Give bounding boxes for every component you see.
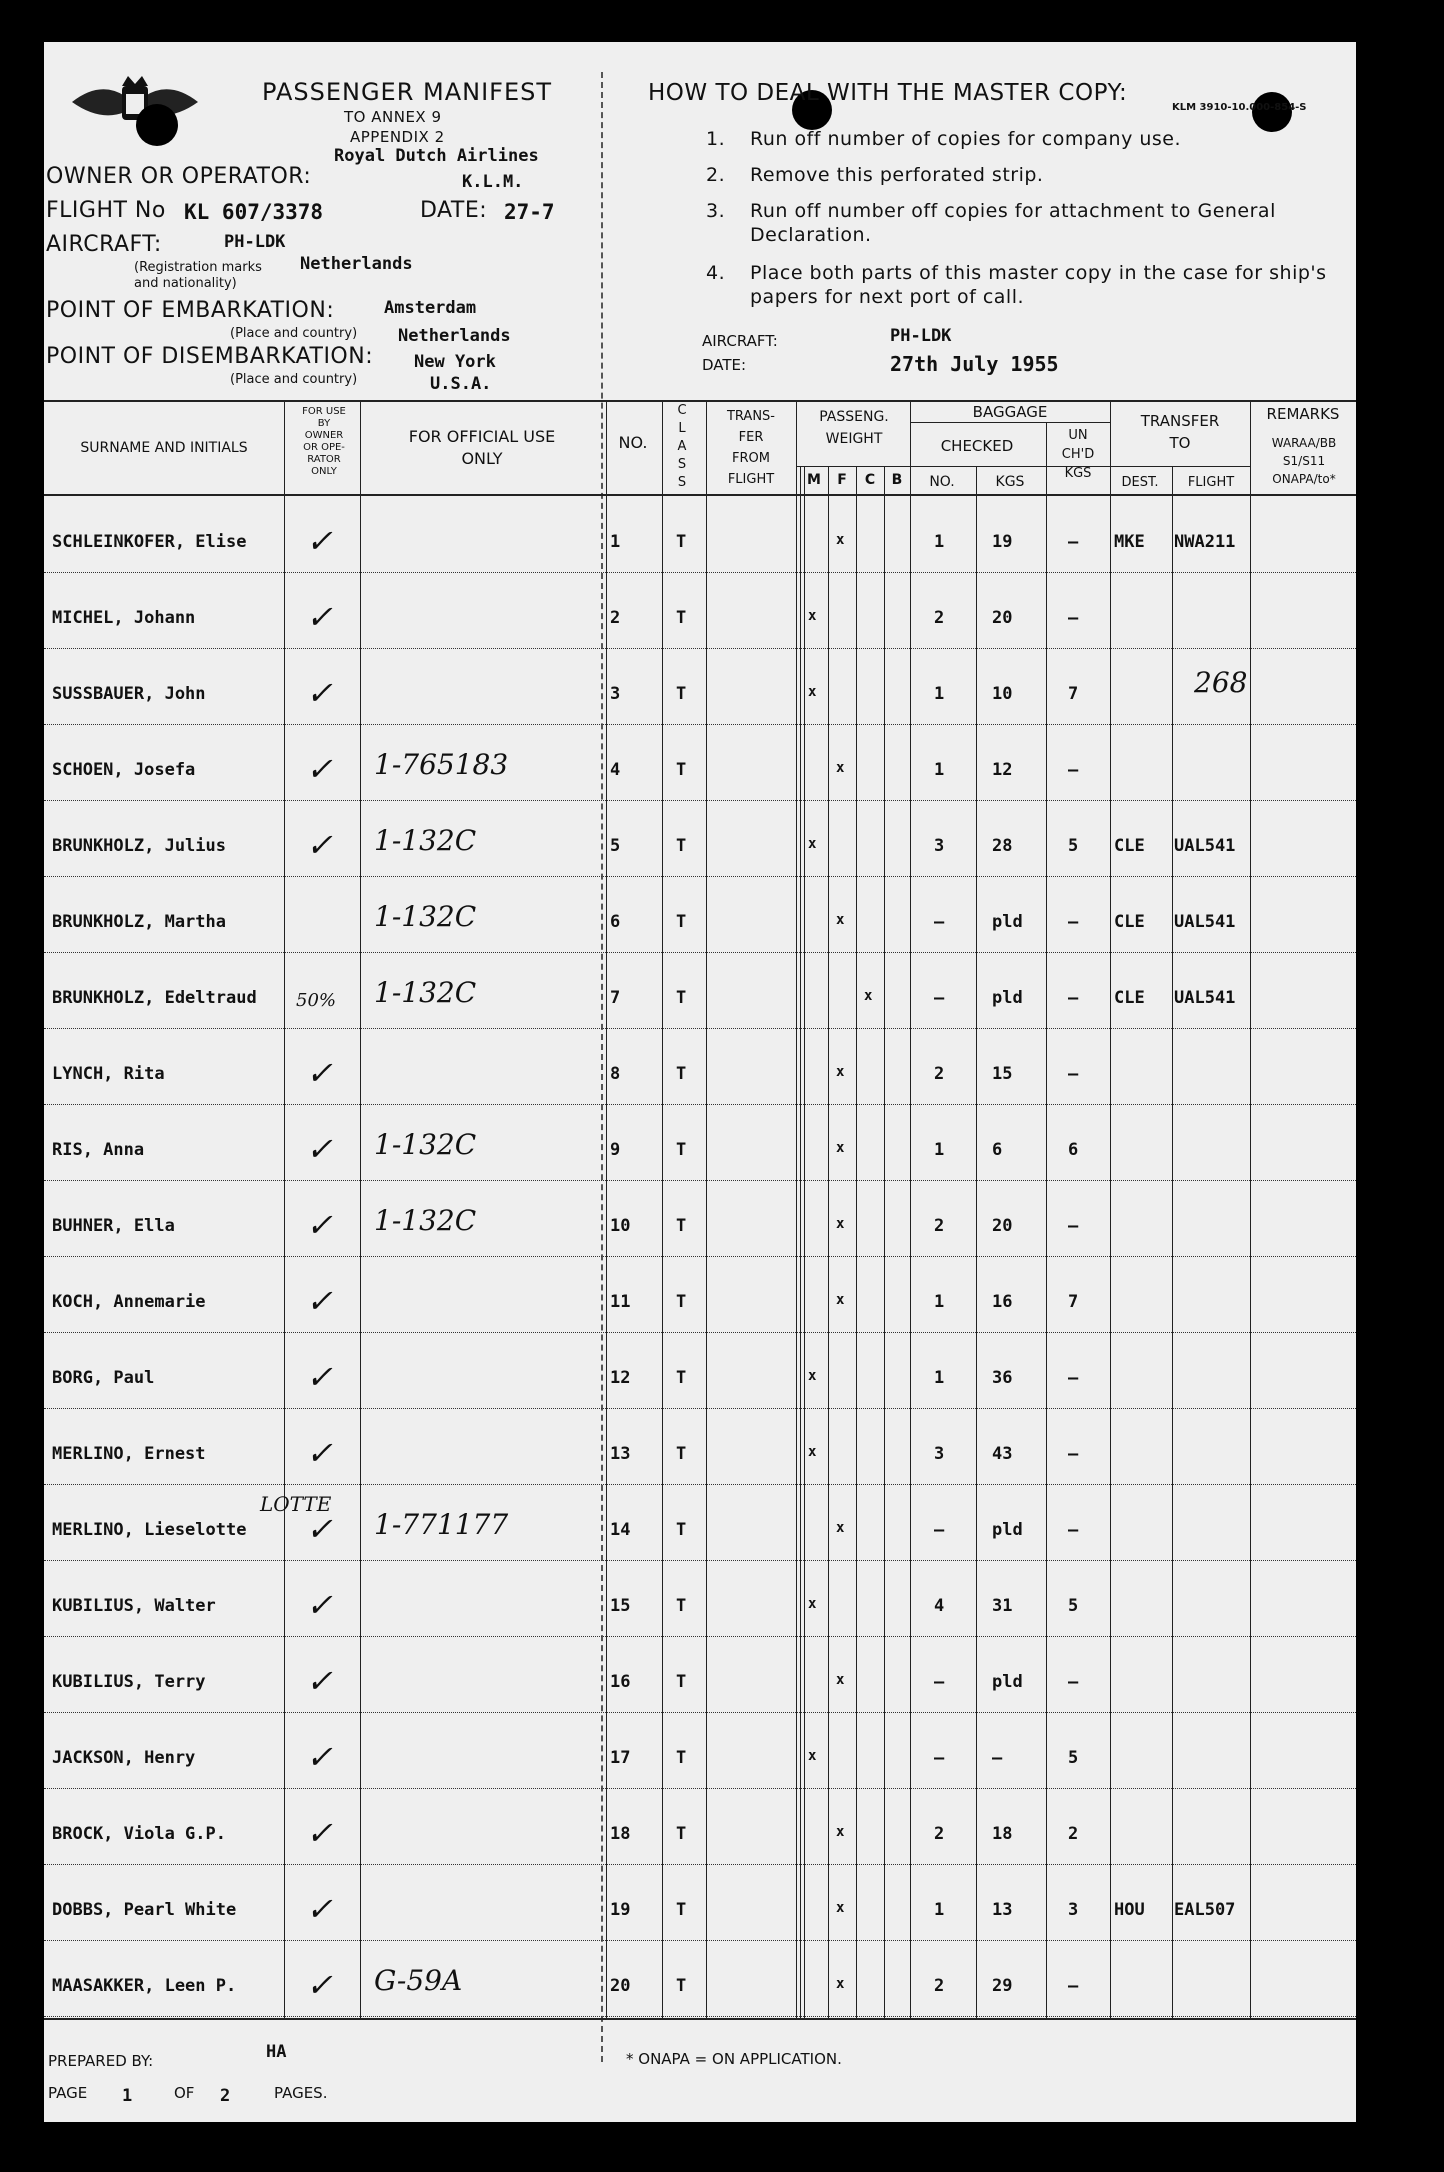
baggage-count: 2 — [934, 1064, 945, 1084]
owner-check-mark: ✓ — [306, 598, 333, 636]
owner-check-mark: ✓ — [306, 1054, 333, 1092]
official-ticket-number: 1-132C — [374, 900, 477, 933]
baggage-kgs: 16 — [992, 1292, 1013, 1312]
embarkation-label: POINT OF EMBARKATION: — [46, 298, 335, 323]
instruction-text: Declaration. — [750, 224, 872, 246]
col-no: NO. — [618, 433, 648, 452]
name-annotation: LOTTE — [260, 1492, 332, 1516]
owner-check-mark: ✓ — [306, 750, 333, 788]
column-divider — [976, 466, 977, 2018]
passenger-class: T — [676, 1444, 687, 1464]
passenger-name: BORG, Paul — [52, 1368, 155, 1388]
owner-check-mark: ✓ — [306, 1738, 333, 1776]
transfer-flight: NWA211 — [1174, 532, 1236, 552]
instruction-number: 4. — [706, 262, 726, 284]
table-bottom-border — [44, 2018, 1356, 2020]
baggage-count: 3 — [934, 1444, 945, 1464]
col-checked: CHECKED — [940, 437, 1014, 455]
official-ticket-number: 1-132C — [374, 824, 477, 857]
flight-label: FLIGHT No — [46, 198, 166, 223]
unchecked-kgs: 7 — [1068, 684, 1079, 704]
unchecked-kgs: – — [1068, 760, 1079, 780]
baggage-kgs: 12 — [992, 760, 1013, 780]
transfer-destination: CLE — [1114, 912, 1145, 932]
unchecked-kgs: 5 — [1068, 1748, 1079, 1768]
unchecked-kgs: – — [1068, 912, 1079, 932]
row-rule — [44, 1712, 1356, 1713]
column-divider — [796, 400, 797, 2018]
owner-check-mark: ✓ — [306, 674, 333, 712]
sex-marker: x — [836, 1824, 845, 1840]
baggage-count: 1 — [934, 760, 945, 780]
passenger-number: 3 — [610, 684, 621, 704]
sex-marker: x — [808, 608, 817, 624]
passenger-name: DOBBS, Pearl White — [52, 1900, 237, 1920]
passenger-number: 20 — [610, 1976, 631, 1996]
passenger-number: 18 — [610, 1824, 631, 1844]
prepared-by-value: HA — [266, 2042, 287, 2062]
disembarkation-place-label: (Place and country) — [230, 372, 358, 387]
transfer-destination: CLE — [1114, 988, 1145, 1008]
table-header-border — [44, 494, 1356, 496]
baggage-count: 1 — [934, 684, 945, 704]
sex-marker: x — [808, 1368, 817, 1384]
total-pages: 2 — [220, 2086, 231, 2106]
column-divider — [284, 400, 285, 2018]
row-rule — [44, 1180, 1356, 1181]
column-divider — [884, 466, 885, 2018]
instruction-number: 1. — [706, 128, 726, 150]
baggage-kgs: 20 — [992, 1216, 1013, 1236]
appendix-label: APPENDIX 2 — [350, 128, 445, 146]
baggage-kgs: 10 — [992, 684, 1013, 704]
column-divider — [662, 400, 663, 2018]
passenger-class: T — [676, 1216, 687, 1236]
owner-check-mark: ✓ — [306, 1510, 333, 1548]
baggage-kgs: pld — [992, 1520, 1023, 1540]
row-rule — [44, 724, 1356, 725]
passenger-name: SUSSBAUER, John — [52, 684, 206, 704]
passenger-class: T — [676, 1824, 687, 1844]
transfer-flight: EAL507 — [1174, 1900, 1236, 1920]
onapa-note: * ONAPA = ON APPLICATION. — [626, 2050, 842, 2068]
unchecked-kgs: – — [1068, 1520, 1079, 1540]
baggage-kgs: 15 — [992, 1064, 1013, 1084]
official-ticket-number: 1-771177 — [374, 1508, 509, 1541]
transfer-flight: UAL541 — [1174, 912, 1236, 932]
baggage-kgs: pld — [992, 1672, 1023, 1692]
col-passenger-weight: PASSENG. WEIGHT — [819, 409, 889, 447]
column-divider — [706, 400, 707, 2018]
unchecked-kgs: – — [1068, 1672, 1079, 1692]
registration-label-2: and nationality) — [134, 276, 237, 291]
embarkation-country: Netherlands — [398, 326, 511, 346]
sex-marker: x — [808, 1596, 817, 1612]
col-transfer-to: TRANSFER TO — [1140, 412, 1220, 452]
baggage-count: 1 — [934, 1368, 945, 1388]
row-rule — [44, 1028, 1356, 1029]
disembarkation-value: New York — [414, 352, 496, 372]
transfer-destination: MKE — [1114, 532, 1145, 552]
sex-marker: x — [836, 912, 845, 928]
row-rule — [44, 800, 1356, 801]
sex-marker: x — [836, 1216, 845, 1232]
unchecked-kgs: – — [1068, 1216, 1079, 1236]
passenger-class: T — [676, 988, 687, 1008]
row-rule — [44, 1408, 1356, 1409]
col-bag-no: NO. — [929, 474, 955, 490]
baggage-count: – — [934, 1520, 945, 1540]
baggage-kgs: 43 — [992, 1444, 1013, 1464]
disembarkation-country: U.S.A. — [430, 374, 492, 394]
sex-marker: x — [836, 1140, 845, 1156]
sex-marker: x — [836, 1976, 845, 1992]
date-value: 27-7 — [504, 200, 555, 224]
transfer-subheader-line — [1110, 466, 1250, 467]
baggage-count: 2 — [934, 1976, 945, 1996]
official-ticket-number: 1-132C — [374, 1128, 477, 1161]
passenger-number: 8 — [610, 1064, 621, 1084]
passenger-number: 7 — [610, 988, 621, 1008]
transfer-flight: UAL541 — [1174, 988, 1236, 1008]
passenger-class: T — [676, 912, 687, 932]
nationality-value: Netherlands — [300, 254, 413, 274]
passenger-class: T — [676, 1976, 687, 1996]
copy-aircraft-label: AIRCRAFT: — [702, 332, 778, 350]
col-flight: FLIGHT — [1187, 475, 1235, 490]
date-label: DATE: — [420, 198, 488, 223]
baggage-kgs: 29 — [992, 1976, 1013, 1996]
baggage-count: 1 — [934, 532, 945, 552]
baggage-kgs: 18 — [992, 1824, 1013, 1844]
col-unchecked: UN CH'D KGS — [1061, 428, 1095, 481]
sex-marker: x — [864, 988, 873, 1004]
passenger-number: 15 — [610, 1596, 631, 1616]
passenger-number: 9 — [610, 1140, 621, 1160]
column-divider — [804, 466, 805, 2018]
sex-marker: x — [836, 1064, 845, 1080]
baggage-count: – — [934, 1672, 945, 1692]
passenger-number: 13 — [610, 1444, 631, 1464]
baggage-count: 1 — [934, 1292, 945, 1312]
passenger-name: KUBILIUS, Walter — [52, 1596, 216, 1616]
baggage-kgs: 36 — [992, 1368, 1013, 1388]
form-code: KLM 3910-10.000-854-S — [1172, 102, 1307, 113]
passenger-name: BROCK, Viola G.P. — [52, 1824, 226, 1844]
row-rule — [44, 572, 1356, 573]
passenger-class: T — [676, 1140, 687, 1160]
passenger-name: KOCH, Annemarie — [52, 1292, 206, 1312]
owner-check-mark: ✓ — [306, 1206, 333, 1244]
sex-marker: x — [836, 532, 845, 548]
passenger-name: RIS, Anna — [52, 1140, 145, 1160]
passenger-class: T — [676, 1292, 687, 1312]
sex-marker: x — [808, 684, 817, 700]
owner-check-mark: ✓ — [306, 1282, 333, 1320]
of-label: OF — [174, 2084, 195, 2102]
page-label: PAGE — [48, 2084, 88, 2102]
passenger-number: 17 — [610, 1748, 631, 1768]
passenger-class: T — [676, 1900, 687, 1920]
passenger-name: MERLINO, Lieselotte — [52, 1520, 247, 1540]
row-rule — [44, 952, 1356, 953]
annex-label: TO ANNEX 9 — [344, 108, 442, 126]
perforation-line — [601, 72, 603, 2062]
owner-value: Royal Dutch Airlines — [334, 146, 539, 166]
passenger-name: MERLINO, Ernest — [52, 1444, 206, 1464]
disembarkation-label: POINT OF DISEMBARKATION: — [46, 344, 374, 369]
unchecked-kgs: – — [1068, 608, 1079, 628]
passenger-name: JACKSON, Henry — [52, 1748, 196, 1768]
column-divider — [910, 400, 911, 2018]
passenger-class: T — [676, 684, 687, 704]
sex-marker: x — [836, 760, 845, 776]
embarkation-place-label: (Place and country) — [230, 326, 358, 341]
copy-date-label: DATE: — [702, 356, 747, 374]
row-rule — [44, 1484, 1356, 1485]
passenger-number: 10 — [610, 1216, 631, 1236]
prepared-by-label: PREPARED BY: — [48, 2052, 154, 2070]
owner-check-mark: ✓ — [306, 1586, 333, 1624]
owner-label: OWNER OR OPERATOR: — [46, 164, 312, 189]
passenger-class: T — [676, 760, 687, 780]
instruction-text: Run off number of copies for company use. — [750, 128, 1182, 150]
passenger-number: 16 — [610, 1672, 631, 1692]
baggage-count: 2 — [934, 1824, 945, 1844]
col-dest: DEST. — [1121, 475, 1159, 490]
baggage-count: – — [934, 912, 945, 932]
baggage-kgs: 28 — [992, 836, 1013, 856]
sex-marker: x — [808, 1444, 817, 1460]
baggage-kgs: 31 — [992, 1596, 1013, 1616]
passenger-name: BUHNER, Ella — [52, 1216, 175, 1236]
col-baggage: BAGGAGE — [972, 403, 1048, 421]
baggage-count: 2 — [934, 608, 945, 628]
unchecked-kgs: – — [1068, 1444, 1079, 1464]
owner-check-mark: ✓ — [306, 1890, 333, 1928]
passenger-class: T — [676, 608, 687, 628]
col-transfer-from: TRANS- FER FROM FLIGHT — [726, 409, 775, 487]
unchecked-kgs: – — [1068, 1368, 1079, 1388]
unchecked-kgs: – — [1068, 988, 1079, 1008]
owner-check-mark: ✓ — [306, 522, 333, 560]
page-title: PASSENGER MANIFEST — [262, 78, 553, 106]
baggage-count: 4 — [934, 1596, 945, 1616]
passenger-class: T — [676, 1064, 687, 1084]
copy-date-value: 27th July 1955 — [890, 352, 1059, 376]
transfer-destination: CLE — [1114, 836, 1145, 856]
official-ticket-number: G-59A — [374, 1964, 463, 1997]
flight-number: KL 607/3378 — [184, 200, 324, 224]
column-divider — [1250, 400, 1251, 2018]
unchecked-kgs: 6 — [1068, 1140, 1079, 1160]
column-divider — [828, 466, 829, 2018]
col-official-use: FOR OFFICIAL USE ONLY — [408, 427, 556, 468]
owner-check-mark: 50% — [296, 990, 337, 1011]
owner-check-mark: ✓ — [306, 1434, 333, 1472]
page-number: 1 — [122, 2086, 133, 2106]
passenger-name: BRUNKHOLZ, Edeltraud — [52, 988, 257, 1008]
aircraft-label: AIRCRAFT: — [46, 232, 162, 257]
row-rule — [44, 1104, 1356, 1105]
passenger-class: T — [676, 1520, 687, 1540]
row-rule — [44, 1636, 1356, 1637]
baggage-kgs: – — [992, 1748, 1003, 1768]
row-rule — [44, 2016, 1356, 2017]
passenger-number: 1 — [610, 532, 621, 552]
owner-check-mark: ✓ — [306, 1814, 333, 1852]
passenger-name: SCHLEINKOFER, Elise — [52, 532, 247, 552]
owner-check-mark: ✓ — [306, 1662, 333, 1700]
baggage-kgs: 6 — [992, 1140, 1003, 1160]
col-remarks: REMARKS — [1266, 405, 1340, 423]
passenger-number: 5 — [610, 836, 621, 856]
row-rule — [44, 1332, 1356, 1333]
registration-label: (Registration marks — [134, 260, 262, 275]
row-rule — [44, 1864, 1356, 1865]
pages-label: PAGES. — [274, 2084, 328, 2102]
aircraft-value: PH-LDK — [224, 232, 286, 252]
baggage-kgs: 13 — [992, 1900, 1013, 1920]
owner-check-mark: ✓ — [306, 1966, 333, 2004]
instruction-text: Run off number off copies for attachment to General — [750, 200, 1276, 222]
baggage-kgs: 20 — [992, 608, 1013, 628]
baggage-count: 1 — [934, 1140, 945, 1160]
unchecked-kgs: – — [1068, 532, 1079, 552]
col-sex-m: M — [807, 472, 821, 488]
passenger-name: KUBILIUS, Terry — [52, 1672, 206, 1692]
column-divider — [1046, 422, 1047, 2018]
passenger-class: T — [676, 1368, 687, 1388]
row-rule — [44, 648, 1356, 649]
col-sex-f: F — [837, 472, 847, 488]
passenger-number: 14 — [610, 1520, 631, 1540]
instructions-title: HOW TO DEAL WITH THE MASTER COPY: — [648, 80, 1128, 106]
column-divider — [800, 466, 801, 2018]
unchecked-kgs: – — [1068, 1976, 1079, 1996]
sex-marker: x — [808, 836, 817, 852]
sex-marker: x — [836, 1292, 845, 1308]
unchecked-kgs: 3 — [1068, 1900, 1079, 1920]
column-divider — [606, 400, 607, 2018]
row-rule — [44, 876, 1356, 877]
unchecked-kgs: 5 — [1068, 836, 1079, 856]
row-rule — [44, 1940, 1356, 1941]
baggage-count: 3 — [934, 836, 945, 856]
row-rule — [44, 1788, 1356, 1789]
passenger-name: MAASAKKER, Leen P. — [52, 1976, 237, 1996]
passenger-class: T — [676, 1596, 687, 1616]
baggage-header-line — [910, 422, 1110, 423]
column-divider — [360, 400, 361, 2018]
passenger-number: 6 — [610, 912, 621, 932]
sex-marker: x — [836, 1520, 845, 1536]
col-owner-use: FOR USE BY OWNER OR OPE- RATOR ONLY — [302, 406, 346, 477]
col-bag-kgs: KGS — [995, 474, 1025, 490]
col-remarks-codes: WARAA/BB S1/S11 ONAPA/to* — [1271, 436, 1337, 486]
baggage-kgs: pld — [992, 912, 1023, 932]
official-ticket-number: 1-132C — [374, 1204, 477, 1237]
owner-value-klm: K.L.M. — [462, 172, 524, 192]
copy-aircraft-value: PH-LDK — [890, 326, 952, 346]
embarkation-value: Amsterdam — [384, 298, 477, 318]
klm-logo-icon — [70, 72, 200, 134]
passenger-class: T — [676, 1748, 687, 1768]
passenger-number: 12 — [610, 1368, 631, 1388]
passenger-number: 4 — [610, 760, 621, 780]
passenger-name: BRUNKHOLZ, Martha — [52, 912, 226, 932]
row-rule — [44, 1560, 1356, 1561]
col-surname: SURNAME AND INITIALS — [80, 440, 248, 456]
passenger-name: BRUNKHOLZ, Julius — [52, 836, 226, 856]
col-sex-b: B — [891, 472, 903, 488]
owner-check-mark: ✓ — [306, 1130, 333, 1168]
baggage-count: 1 — [934, 1900, 945, 1920]
row-rule — [44, 1256, 1356, 1257]
passenger-class: T — [676, 836, 687, 856]
passenger-class: T — [676, 532, 687, 552]
baggage-kgs: 19 — [992, 532, 1013, 552]
instruction-number: 3. — [706, 200, 726, 222]
col-class: C L A S S — [677, 403, 687, 490]
passenger-number: 19 — [610, 1900, 631, 1920]
passenger-number: 11 — [610, 1292, 631, 1312]
passenger-number: 2 — [610, 608, 621, 628]
sex-marker: x — [808, 1748, 817, 1764]
unchecked-kgs: 2 — [1068, 1824, 1079, 1844]
row-remark: 268 — [1194, 666, 1248, 699]
column-divider — [1172, 466, 1173, 2018]
binder-hole — [136, 104, 178, 146]
transfer-flight: UAL541 — [1174, 836, 1236, 856]
baggage-count: – — [934, 1748, 945, 1768]
passenger-name: SCHOEN, Josefa — [52, 760, 196, 780]
official-ticket-number: 1-765183 — [374, 748, 509, 781]
unchecked-kgs: 7 — [1068, 1292, 1079, 1312]
instruction-text: papers for next port of call. — [750, 286, 1025, 308]
baggage-count: 2 — [934, 1216, 945, 1236]
unchecked-kgs: – — [1068, 1064, 1079, 1084]
instruction-text: Remove this perforated strip. — [750, 164, 1044, 186]
unchecked-kgs: 5 — [1068, 1596, 1079, 1616]
transfer-destination: HOU — [1114, 1900, 1145, 1920]
passenger-name: LYNCH, Rita — [52, 1064, 165, 1084]
passenger-name: MICHEL, Johann — [52, 608, 196, 628]
weight-subheader-line — [796, 466, 910, 467]
sex-marker: x — [836, 1900, 845, 1916]
column-divider — [856, 466, 857, 2018]
baggage-count: – — [934, 988, 945, 1008]
instruction-text: Place both parts of this master copy in the case for ship's — [750, 262, 1327, 284]
col-sex-c: C — [864, 472, 876, 488]
sex-marker: x — [836, 1672, 845, 1688]
instruction-number: 2. — [706, 164, 726, 186]
passenger-class: T — [676, 1672, 687, 1692]
official-ticket-number: 1-132C — [374, 976, 477, 1009]
manifest-sheet — [44, 42, 1356, 2122]
owner-check-mark: ✓ — [306, 1358, 333, 1396]
owner-check-mark: ✓ — [306, 826, 333, 864]
baggage-kgs: pld — [992, 988, 1023, 1008]
column-divider — [1110, 400, 1111, 2018]
